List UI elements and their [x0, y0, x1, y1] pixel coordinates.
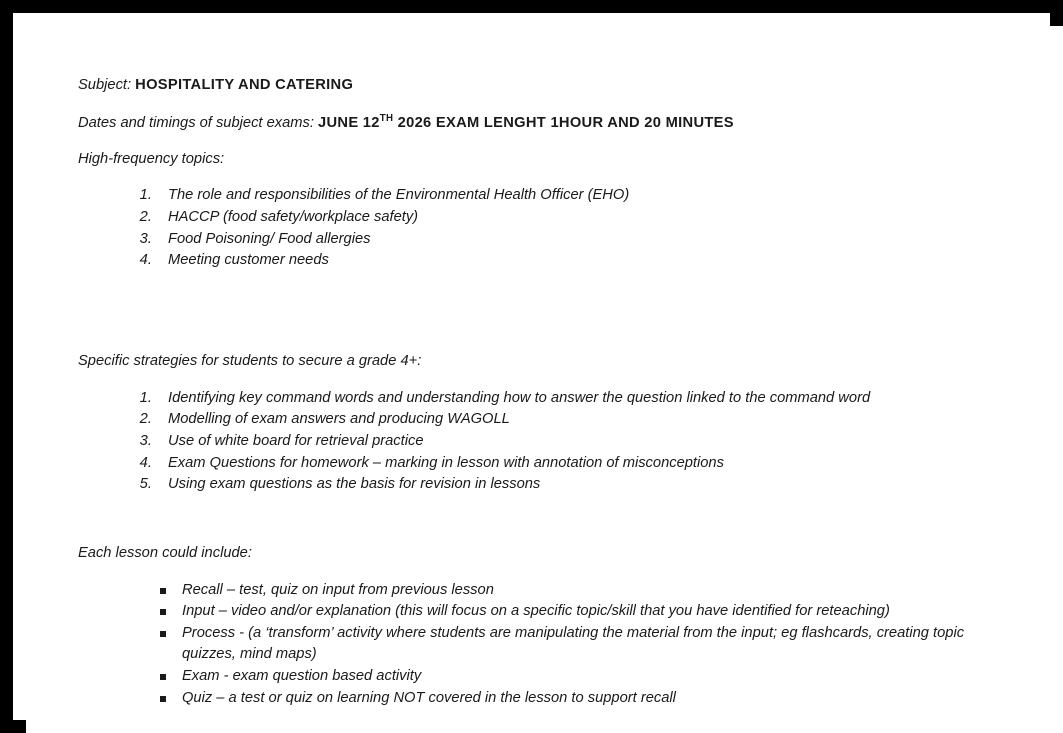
lesson-items-list: [78, 580, 1018, 710]
spacer-after-topics: [78, 272, 1018, 318]
subject-value: HOSPITALITY AND CATERING: [135, 77, 354, 93]
list-item: 3. Use of white board for retrieval practice: [156, 431, 1018, 453]
list-item: Quiz – a test or quiz on learning NOT covered in the lesson to support recall: [156, 688, 1018, 710]
lesson-heading: Each lesson could include:: [78, 544, 252, 561]
list-item: 1. Identifying key command words and understanding how to answer the question linked to the command word: [156, 388, 1018, 410]
list-item: Exam - exam question based activity: [156, 666, 1018, 688]
list-item: Input – video and/or explanation (this will focus on a specific topic/skill that you have identified for reteaching): [156, 601, 1018, 623]
list-item: 3. Food Poisoning/ Food allergies: [156, 229, 1018, 251]
list-item: 4. Meeting customer needs: [156, 250, 1018, 272]
strategies-heading: Specific strategies for students to secure a grade 4+:: [78, 352, 422, 369]
list-item: 5. Using exam questions as the basis for revision in lessons: [156, 474, 1018, 496]
exam-dates-label: Dates and timings of subject exams:: [78, 114, 314, 131]
list-item: 2. HACCP (food safety/workplace safety): [156, 207, 1018, 229]
high-frequency-heading: High-frequency topics:: [78, 150, 225, 167]
spacer-before-strategies: [78, 318, 1018, 352]
spacer-before-lessons: [78, 496, 1018, 530]
high-frequency-topics-list: [78, 185, 1018, 271]
document-page: [26, 26, 1063, 733]
list-item: Recall – test, quiz on input from previous lesson: [156, 580, 1018, 602]
exam-dates-line: [78, 112, 1018, 134]
list-item: 4. Exam Questions for homework – marking in lesson with annotation of misconceptions: [156, 453, 1018, 475]
subject-line: [78, 76, 1018, 96]
exam-dates-value-pre: JUNE 12: [318, 114, 380, 131]
subject-label: Subject:: [78, 77, 132, 93]
exam-dates-value: [318, 112, 734, 131]
document-body: [78, 76, 1018, 709]
strategies-list: [78, 388, 1018, 496]
list-item: Process - (a ‘transform’ activity where students are manipulating the material from the input; eg flashcards, creating topic quizzes, mind maps): [156, 623, 1018, 666]
exam-dates-value-post: 2026 EXAM LENGHT 1HOUR AND 20 MINUTES: [393, 114, 734, 131]
exam-dates-ordinal: TH: [379, 112, 394, 124]
spacer-lessons-heading: [78, 530, 1018, 544]
list-item: 2. Modelling of exam answers and producing WAGOLL: [156, 409, 1018, 431]
list-item: 1. The role and responsibilities of the Environmental Health Officer (EHO): [156, 185, 1018, 207]
